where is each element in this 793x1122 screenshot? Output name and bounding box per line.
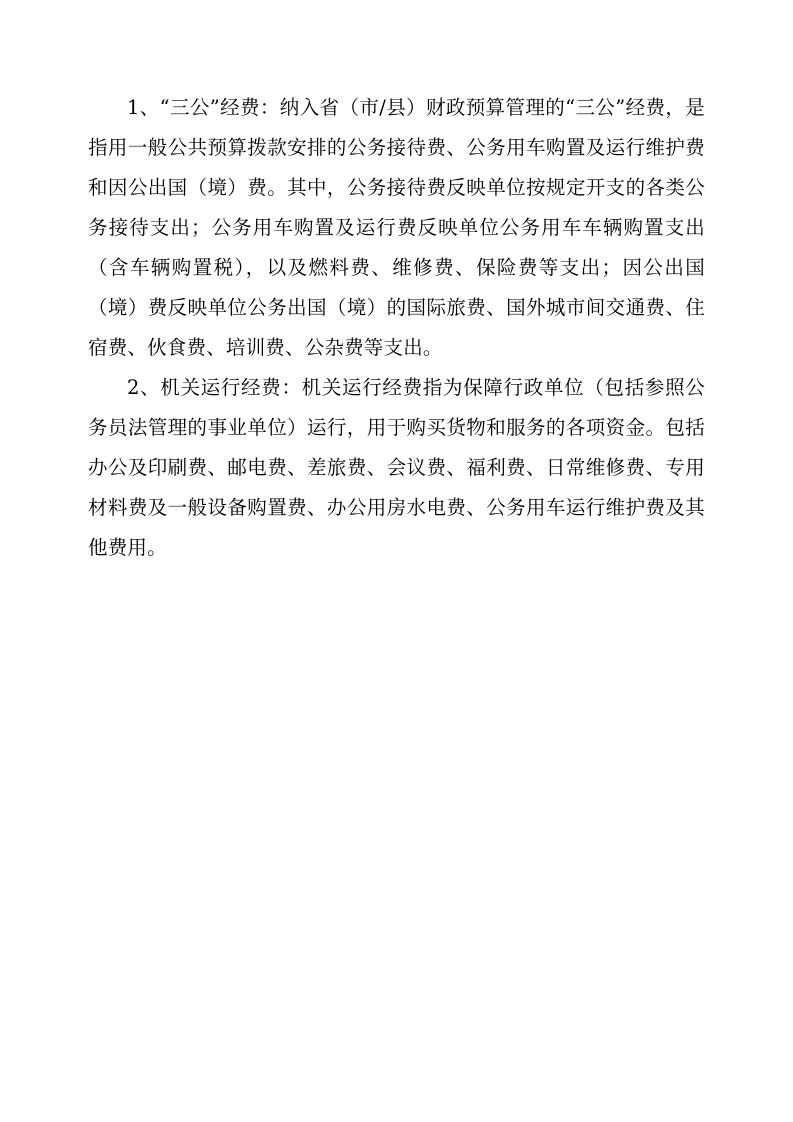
paragraph-jiguan-yunxing-jingfei: 2、机关运行经费：机关运行经费指为保障行政单位（包括参照公务员法管理的事业单位）运行，用于购买货物和服务的各项资金。包括办公及印刷费、邮电费、差旅费、会议费、福利费、日常维修费、专用材料费及一般设备购置费、办公用房水电费、公务用车运行维护费及其他费用。	[88, 376, 705, 559]
document-body	[88, 88, 705, 568]
paragraph-san-gong-jing-fei: 1、“三公”经费：纳入省（市/县）财政预算管理的“三公”经费，是指用一般公共预算拨款安排的公务接待费、公务用车购置及运行维护费和因公出国（境）费。其中，公务接待费反映单位按规定开支的各类公务接待支出；公务用车购置及运行费反映单位公务用车车辆购置支出（含车辆购置税），以及燃料费、维修费、保险费等支出；因公出国（境）费反映单位公务出国（境）的国际旅费、国外城市间交通费、住宿费、伙食费、培训费、公杂费等支出。	[88, 96, 705, 359]
